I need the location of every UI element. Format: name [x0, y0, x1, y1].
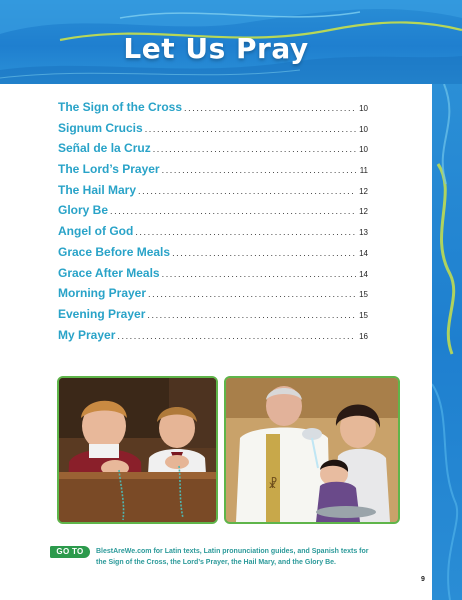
- toc-row[interactable]: [58, 266, 368, 287]
- toc-page-number: 14: [359, 248, 368, 258]
- toc-row[interactable]: [58, 162, 368, 183]
- toc-title: The Sign of the Cross: [58, 100, 183, 114]
- toc-title: Grace Before Meals: [58, 244, 171, 259]
- toc-page-number: 10: [359, 104, 368, 113]
- children-praying-rosary-photo-icon: [59, 378, 216, 522]
- toc-title: The Hail Mary: [58, 182, 137, 197]
- table-of-contents: [58, 100, 368, 348]
- page-number: 9: [421, 576, 425, 583]
- goto-text-line-2: the Sign of the Cross, the Lord’s Prayer, the Hail Mary, and the Glory Be.: [96, 559, 336, 566]
- toc-leader-dots: [162, 269, 356, 279]
- toc-title: Morning Prayer: [58, 286, 147, 301]
- toc-leader-dots: [172, 248, 356, 258]
- toc-title: The Lord’s Prayer: [58, 162, 160, 177]
- toc-page-number: 11: [359, 166, 368, 176]
- toc-title: My Prayer: [58, 327, 116, 342]
- toc-title: Evening Prayer: [58, 306, 146, 321]
- toc-row[interactable]: [58, 121, 368, 142]
- toc-leader-dots: [145, 124, 356, 134]
- toc-leader-dots: [147, 310, 356, 320]
- toc-row[interactable]: [58, 141, 368, 162]
- toc-page-number: 12: [359, 186, 368, 196]
- toc-page-number: 15: [359, 290, 368, 300]
- right-side-bar: [432, 84, 462, 600]
- toc-row[interactable]: [58, 100, 368, 121]
- toc-page-number: 12: [359, 207, 368, 217]
- toc-leader-dots: [135, 227, 356, 237]
- sidebar-swirl-decoration: [432, 84, 462, 600]
- toc-row[interactable]: [58, 183, 368, 204]
- header-banner: [0, 0, 462, 84]
- toc-leader-dots: [138, 186, 356, 196]
- goto-text[interactable]: [96, 546, 426, 568]
- page-title: Let Us Pray: [123, 32, 309, 65]
- goto-text-line-1: BlestAreWe.com for Latin texts, Latin pronunciation guides, and Spanish texts for: [96, 548, 369, 555]
- children-praying-photo: [57, 376, 218, 524]
- toc-row[interactable]: [58, 203, 368, 224]
- toc-leader-dots: [162, 165, 356, 175]
- toc-title: Angel of God: [58, 224, 134, 239]
- toc-page-number: 10: [359, 124, 368, 134]
- toc-row[interactable]: [58, 286, 368, 307]
- svg-text:☧: ☧: [268, 477, 278, 491]
- toc-leader-dots: [110, 206, 356, 216]
- toc-leader-dots: [184, 103, 356, 113]
- baptism-photo-icon: [226, 378, 398, 522]
- toc-title: Señal de la Cruz: [58, 141, 151, 156]
- toc-row[interactable]: [58, 224, 368, 245]
- toc-page-number: 14: [359, 269, 368, 279]
- toc-title: Signum Crucis: [58, 120, 143, 135]
- toc-leader-dots: [153, 144, 356, 154]
- goto-badge: GO TO: [50, 546, 90, 558]
- toc-page-number: 13: [359, 228, 368, 238]
- baptism-photo: [224, 376, 400, 524]
- toc-title: Glory Be: [58, 203, 109, 218]
- toc-page-number: 15: [359, 310, 368, 320]
- toc-row[interactable]: [58, 307, 368, 328]
- toc-page-number: 10: [359, 145, 368, 155]
- toc-row[interactable]: [58, 328, 368, 349]
- toc-row[interactable]: [58, 245, 368, 266]
- toc-page-number: 16: [359, 331, 368, 341]
- toc-title: Grace After Meals: [58, 265, 160, 280]
- toc-leader-dots: [117, 331, 356, 341]
- toc-leader-dots: [148, 289, 356, 299]
